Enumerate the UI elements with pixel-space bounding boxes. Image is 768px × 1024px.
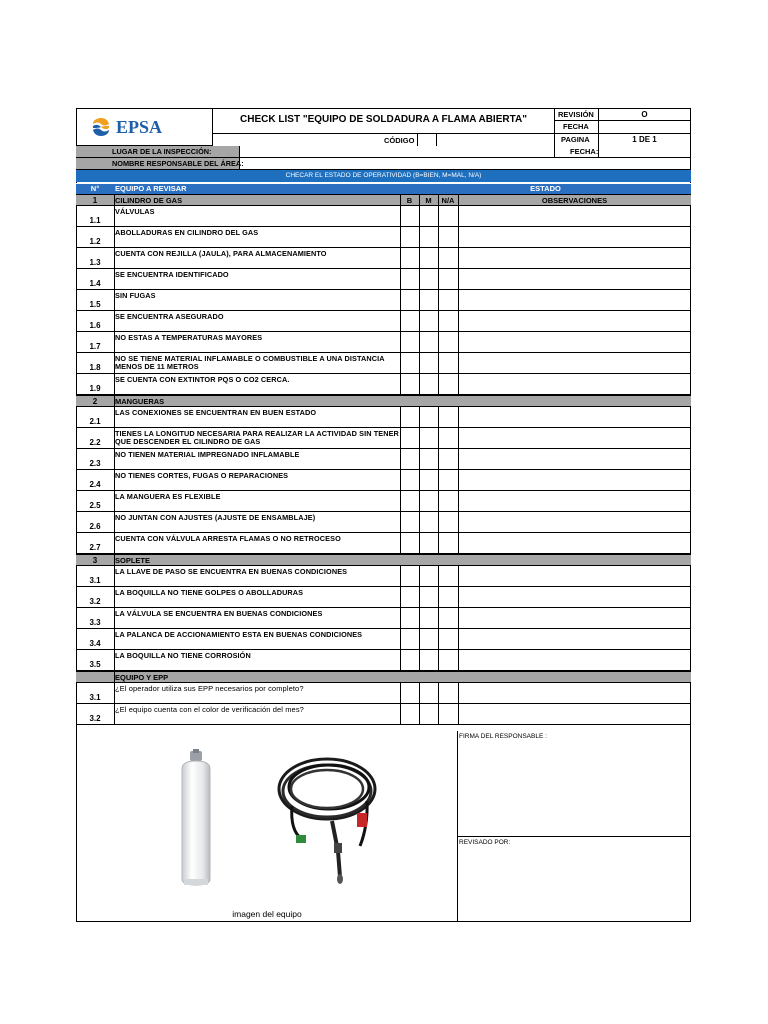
responsable-label: NOMBRE RESPONSABLE DEL ÁREA: (112, 159, 244, 168)
check-cell-b[interactable] (401, 512, 419, 532)
check-cell-na[interactable] (439, 512, 458, 532)
column-divider (114, 195, 115, 205)
column-divider (114, 512, 115, 532)
section-header-row (76, 395, 691, 407)
section-number: 2 (92, 397, 98, 406)
item-number: 3.1 (89, 576, 101, 585)
observaciones-cell[interactable] (459, 248, 691, 268)
column-divider (114, 587, 115, 607)
codigo-label: CÓDIGO (384, 136, 415, 145)
item-description: CUENTA CON REJILLA (JAULA), PARA ALMACENAMIENTO (115, 249, 327, 258)
check-cell-b[interactable] (401, 332, 419, 352)
observaciones-cell[interactable] (459, 533, 691, 553)
checklist-row (76, 608, 691, 629)
check-cell-na[interactable] (439, 650, 458, 670)
check-cell-na[interactable] (439, 269, 458, 289)
check-cell-m[interactable] (420, 332, 438, 352)
check-cell-m[interactable] (420, 227, 438, 247)
column-divider (114, 555, 115, 565)
check-cell-b[interactable] (401, 683, 419, 703)
revision-value: O (641, 110, 648, 119)
check-cell-m[interactable] (420, 608, 438, 628)
image-caption: imagen del equipo (232, 909, 302, 919)
item-description: SE ENCUENTRA IDENTIFICADO (115, 270, 229, 279)
check-cell-b[interactable] (401, 407, 419, 427)
check-cell-b[interactable] (401, 290, 419, 310)
col-m-header: M (425, 196, 432, 205)
check-cell-na[interactable] (439, 290, 458, 310)
column-divider (114, 704, 115, 724)
observaciones-cell[interactable] (459, 332, 691, 352)
checklist-row (76, 587, 691, 608)
column-divider (114, 428, 115, 448)
checklist-row (76, 428, 691, 449)
item-number: 3.3 (89, 618, 101, 627)
section-number: 1 (92, 196, 98, 205)
revision-label: REVISIÓN (558, 110, 594, 119)
checklist-row (76, 512, 691, 533)
check-cell-na[interactable] (439, 566, 458, 586)
instruction-text: CHECAR EL ESTADO DE OPERATIVIDAD (B=BIEN, M=MAL, N/A) (285, 172, 482, 179)
check-cell-m[interactable] (420, 428, 438, 448)
check-cell-na[interactable] (439, 227, 458, 247)
item-description: ¿El operador utiliza sus EPP necesarios por completo? (115, 684, 304, 693)
check-cell-m[interactable] (420, 269, 438, 289)
item-description: CUENTA CON VÁLVULA ARRESTA FLAMAS O NO RETROCESO (115, 534, 341, 543)
checklist-row (76, 269, 691, 290)
checklist-row (76, 566, 691, 587)
checklist-row (76, 650, 691, 671)
column-divider (114, 566, 115, 586)
check-cell-na[interactable] (439, 491, 458, 511)
check-cell-b[interactable] (401, 353, 419, 373)
fecha-label: FECHA (563, 122, 589, 131)
checklist-row (76, 206, 691, 227)
item-description: NO JUNTAN CON AJUSTES (AJUSTE DE ENSAMBLAJE) (115, 513, 316, 522)
column-divider (114, 311, 115, 331)
observaciones-cell[interactable] (459, 374, 691, 394)
column-divider (114, 396, 115, 406)
item-description: LA VÁLVULA SE ENCUENTRA EN BUENAS CONDICIONES (115, 609, 323, 618)
observaciones-cell[interactable] (459, 566, 691, 586)
fecha2-label: FECHA: (570, 147, 599, 156)
item-number: 1.3 (89, 258, 101, 267)
item-number: 1.2 (89, 237, 101, 246)
column-divider (114, 227, 115, 247)
check-cell-b[interactable] (401, 206, 419, 226)
item-number: 2.5 (89, 501, 101, 510)
revisado-label: REVISADO POR: (459, 839, 511, 846)
check-cell-b[interactable] (401, 566, 419, 586)
item-number: 1.6 (89, 321, 101, 330)
column-divider (114, 683, 115, 703)
item-description: LA PALANCA DE ACCIONAMIENTO ESTA EN BUENAS CONDICIONES (115, 630, 363, 639)
check-cell-na[interactable] (439, 428, 458, 448)
section-header-row (76, 671, 691, 683)
check-cell-m[interactable] (420, 533, 438, 553)
item-number: 3.2 (89, 597, 101, 606)
item-number: 3.1 (89, 693, 101, 702)
check-cell-b[interactable] (401, 608, 419, 628)
observaciones-cell[interactable] (459, 353, 691, 373)
item-number: 2.1 (89, 417, 101, 426)
firma-label: FIRMA DEL RESPONSABLE : (459, 733, 547, 740)
column-divider (114, 290, 115, 310)
check-cell-b[interactable] (401, 227, 419, 247)
item-number: 1.4 (89, 279, 101, 288)
item-number: 1.5 (89, 300, 101, 309)
pagina-value: 1 DE 1 (632, 135, 657, 144)
checklist-row (76, 683, 691, 704)
check-cell-m[interactable] (420, 566, 438, 586)
check-cell-na[interactable] (439, 533, 458, 553)
column-divider (114, 608, 115, 628)
pagina-label: PAGINA (561, 135, 590, 144)
check-cell-na[interactable] (439, 704, 458, 724)
item-description: LA LLAVE DE PASO SE ENCUENTRA EN BUENAS CONDICIONES (115, 567, 348, 576)
section-title: EQUIPO Y EPP (115, 673, 169, 682)
observaciones-cell[interactable] (459, 629, 691, 649)
observaciones-cell[interactable] (459, 683, 691, 703)
col-estado-header: ESTADO (530, 184, 561, 193)
observaciones-cell[interactable] (459, 290, 691, 310)
observaciones-cell[interactable] (459, 587, 691, 607)
logo-text: EPSA (116, 117, 163, 137)
item-description: TIENES LA LONGITUD NECESARIA PARA REALIZAR LA ACTIVIDAD SIN TENER QUE DESCENDER EL CILINDRO DE GAS (115, 429, 399, 446)
column-divider (114, 629, 115, 649)
item-description: SIN FUGAS (115, 291, 156, 300)
check-cell-m[interactable] (420, 374, 438, 394)
gas-cylinder-icon (174, 749, 218, 889)
item-description: NO TIENEN MATERIAL IMPREGNADO INFLAMABLE (115, 450, 300, 459)
checklist-row (76, 311, 691, 332)
column-divider (114, 533, 115, 553)
column-divider (400, 195, 401, 205)
checklist-row (76, 491, 691, 512)
column-divider (114, 470, 115, 490)
check-cell-na[interactable] (439, 629, 458, 649)
observaciones-cell[interactable] (459, 470, 691, 490)
checklist-row (76, 374, 691, 395)
item-number: 2.2 (89, 438, 101, 447)
check-cell-m[interactable] (420, 206, 438, 226)
column-divider (114, 206, 115, 226)
checklist-row (76, 407, 691, 428)
item-number: 1.9 (89, 384, 101, 393)
check-cell-b[interactable] (401, 269, 419, 289)
column-divider (419, 195, 420, 205)
check-cell-b[interactable] (401, 650, 419, 670)
observaciones-cell[interactable] (459, 491, 691, 511)
check-cell-m[interactable] (420, 491, 438, 511)
check-cell-na[interactable] (439, 587, 458, 607)
section-title: MANGUERAS (115, 397, 165, 406)
check-cell-na[interactable] (439, 407, 458, 427)
check-cell-m[interactable] (420, 683, 438, 703)
item-description: ¿El equipo cuenta con el color de verificación del mes? (115, 705, 304, 714)
column-divider (114, 449, 115, 469)
check-cell-m[interactable] (420, 512, 438, 532)
item-number: 3.2 (89, 714, 101, 723)
observaciones-cell[interactable] (459, 608, 691, 628)
observaciones-cell[interactable] (459, 269, 691, 289)
item-description: SE ENCUENTRA ASEGURADO (115, 312, 224, 321)
observaciones-cell[interactable] (459, 311, 691, 331)
check-cell-na[interactable] (439, 470, 458, 490)
col-item-header: EQUIPO A REVISAR (115, 184, 187, 193)
check-cell-na[interactable] (439, 353, 458, 373)
item-description: NO TIENES CORTES, FUGAS O REPARACIONES (115, 471, 289, 480)
item-description: LA MANGUERA ES FLEXIBLE (115, 492, 221, 501)
equipment-image-cell (76, 731, 458, 922)
check-cell-m[interactable] (420, 449, 438, 469)
item-description: LAS CONEXIONES SE ENCUENTRAN EN BUEN ESTADO (115, 408, 317, 417)
observaciones-cell[interactable] (459, 407, 691, 427)
firma-cell[interactable] (458, 731, 691, 837)
observaciones-cell[interactable] (459, 449, 691, 469)
column-divider (114, 491, 115, 511)
check-cell-na[interactable] (439, 311, 458, 331)
item-number: 3.4 (89, 639, 101, 648)
column-divider (114, 248, 115, 268)
observaciones-cell[interactable] (459, 227, 691, 247)
item-number: 2.3 (89, 459, 101, 468)
check-cell-m[interactable] (420, 650, 438, 670)
column-divider (114, 407, 115, 427)
observaciones-cell[interactable] (459, 704, 691, 724)
check-cell-b[interactable] (401, 428, 419, 448)
check-cell-m[interactable] (420, 248, 438, 268)
column-divider (438, 195, 439, 205)
check-cell-b[interactable] (401, 374, 419, 394)
observaciones-cell[interactable] (459, 206, 691, 226)
lugar-label: LUGAR DE LA INSPECCIÓN: (112, 147, 212, 156)
check-cell-b[interactable] (401, 533, 419, 553)
item-number: 1.8 (89, 363, 101, 372)
section-title: SOPLETE (115, 556, 151, 565)
logo-cell (76, 108, 213, 146)
check-cell-b[interactable] (401, 470, 419, 490)
check-cell-na[interactable] (439, 374, 458, 394)
observaciones-cell[interactable] (459, 650, 691, 670)
checklist-row (76, 248, 691, 269)
item-description: ABOLLADURAS EN CILINDRO DEL GAS (115, 228, 259, 237)
check-cell-m[interactable] (420, 587, 438, 607)
item-description: NO ESTAS A TEMPERATURAS MAYORES (115, 333, 263, 342)
checklist-sheet (76, 108, 691, 922)
item-description: LA BOQUILLA NO TIENE GOLPES O ABOLLADURAS (115, 588, 304, 597)
column-divider (114, 332, 115, 352)
col-obs-header: OBSERVACIONES (541, 196, 608, 205)
checklist-row (76, 704, 691, 725)
column-divider (458, 195, 459, 205)
item-number: 1.1 (89, 216, 101, 225)
item-description: NO SE TIENE MATERIAL INFLAMABLE O COMBUSTIBLE A UNA DISTANCIA MENOS DE 11 METROS (115, 354, 385, 371)
checklist-row (76, 332, 691, 353)
item-number: 2.7 (89, 543, 101, 552)
item-number: 1.7 (89, 342, 101, 351)
observaciones-cell[interactable] (459, 512, 691, 532)
check-cell-m[interactable] (420, 290, 438, 310)
check-cell-m[interactable] (420, 311, 438, 331)
revisado-cell[interactable] (458, 837, 691, 922)
column-divider (114, 650, 115, 670)
observaciones-cell[interactable] (459, 428, 691, 448)
check-cell-na[interactable] (439, 206, 458, 226)
item-number: 2.6 (89, 522, 101, 531)
item-description: SE CUENTA CON EXTINTOR PQS O CO2 CERCA. (115, 375, 290, 384)
check-cell-m[interactable] (420, 629, 438, 649)
page-title: CHECK LIST "EQUIPO DE SOLDADURA A FLAMA ABIERTA" (240, 114, 527, 125)
checklist-row (76, 629, 691, 650)
check-cell-b[interactable] (401, 311, 419, 331)
checklist-row (76, 533, 691, 554)
col-num-header: N° (90, 184, 100, 193)
checklist-row (76, 353, 691, 374)
epsa-logo-icon (90, 116, 112, 138)
check-cell-na[interactable] (439, 248, 458, 268)
item-number: 3.5 (89, 660, 101, 669)
check-cell-b[interactable] (401, 704, 419, 724)
item-number: 2.4 (89, 480, 101, 489)
column-divider (114, 269, 115, 289)
checklist-row (76, 290, 691, 311)
col-b-header: B (406, 196, 413, 205)
check-cell-na[interactable] (439, 608, 458, 628)
check-cell-na[interactable] (439, 449, 458, 469)
check-cell-na[interactable] (439, 683, 458, 703)
column-divider (114, 672, 115, 682)
item-description: VÁLVULAS (115, 207, 155, 216)
col-na-header: N/A (441, 196, 455, 205)
check-cell-na[interactable] (439, 332, 458, 352)
title-cell (213, 108, 554, 134)
checklist-row (76, 470, 691, 491)
section-title: CILINDRO DE GAS (115, 196, 183, 205)
welding-hose-torch-icon (272, 751, 382, 891)
check-cell-m[interactable] (420, 470, 438, 490)
check-cell-b[interactable] (401, 491, 419, 511)
check-cell-b[interactable] (401, 587, 419, 607)
check-cell-b[interactable] (401, 629, 419, 649)
section-header-row (76, 554, 691, 566)
item-description: LA BOQUILLA NO TIENE CORROSIÓN (115, 651, 251, 660)
check-cell-m[interactable] (420, 407, 438, 427)
check-cell-m[interactable] (420, 704, 438, 724)
check-cell-b[interactable] (401, 449, 419, 469)
checklist-row (76, 227, 691, 248)
section-number: 3 (92, 556, 98, 565)
column-divider (114, 353, 115, 373)
check-cell-b[interactable] (401, 248, 419, 268)
checklist-row (76, 449, 691, 470)
section-header-row (76, 194, 691, 206)
column-divider (114, 374, 115, 394)
check-cell-m[interactable] (420, 353, 438, 373)
